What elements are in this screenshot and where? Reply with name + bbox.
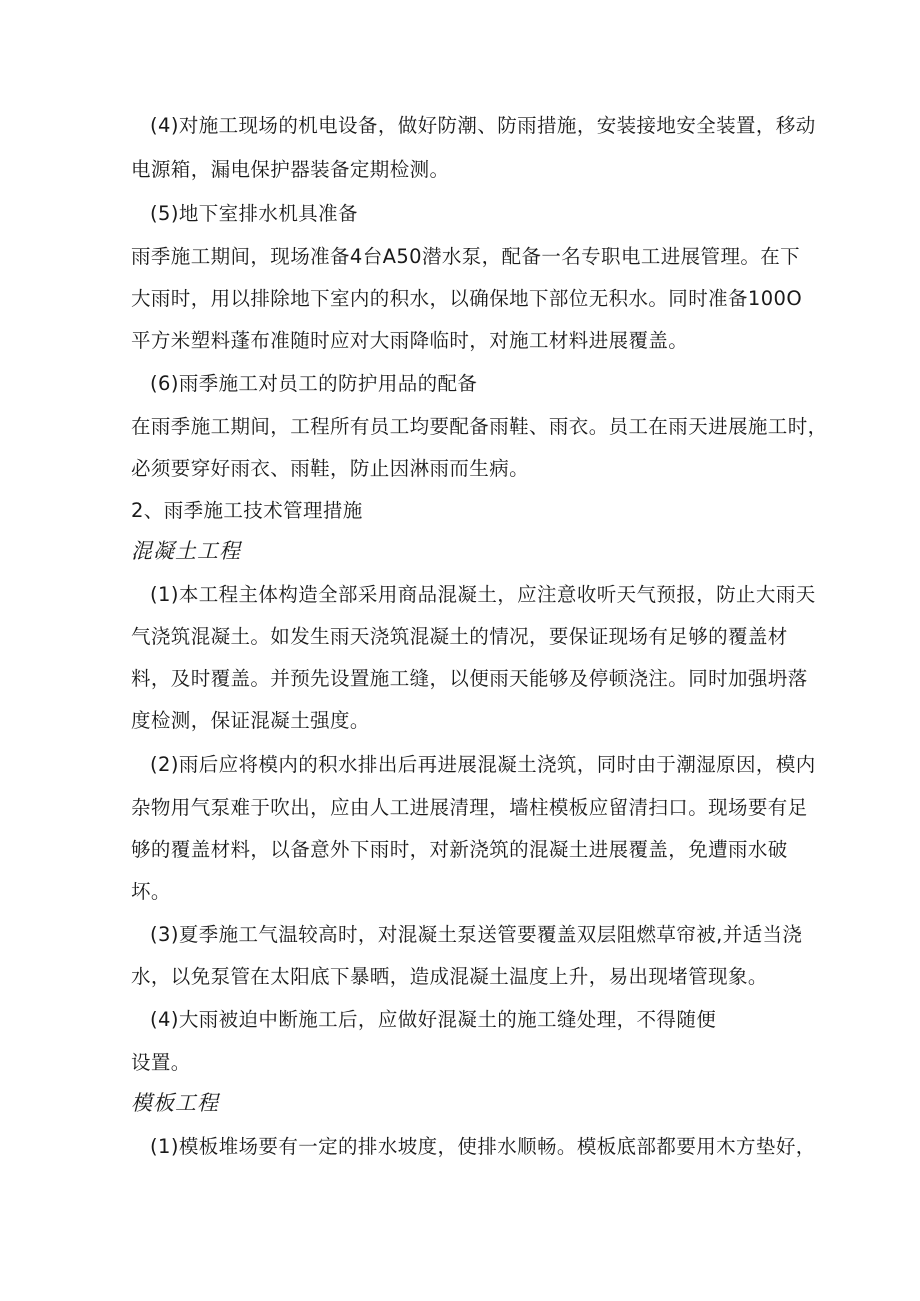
item-5-title: (5)地下室排水机具准备 — [150, 202, 358, 225]
formwork-heading: 模板工程 — [131, 1091, 219, 1115]
concrete-2-line-4: 坏。 — [131, 880, 171, 903]
concrete-3-line-2: 水，以免泵管在太阳底下暴晒，造成混凝土温度上升，易出现堵管现象。 — [131, 965, 768, 988]
concrete-1-line-2: 气浇筑混凝土。如发生雨天浇筑混凝土的情况，要保证现场有足够的覆盖材 — [131, 625, 788, 648]
formwork-1-line-1: (1)模板堆场要有一定的排水坡度，使排水顺畅。模板底部都要用木方垫好， — [150, 1135, 816, 1158]
item-5-line-2: 大雨时，用以排除地下室内的积水，以确保地下部位无积水。同时准备100O — [131, 287, 803, 310]
item-5-line-1: 雨季施工期间，现场准备4台A50潜水泵，配备一名专职电工进展管理。在下 — [131, 245, 801, 268]
item-6-title: (6)雨季施工对员工的防护用品的配备 — [150, 372, 478, 395]
concrete-1-line-3: 料，及时覆盖。并预先设置施工缝，以便雨天能够及停顿浇注。同时加强坍落 — [131, 667, 808, 690]
concrete-2-line-3: 够的覆盖材料，以备意外下雨时，对新浇筑的混凝土进展覆盖，免遭雨水破 — [131, 838, 788, 861]
concrete-2-line-2: 杂物用气泵难于吹出，应由人工进展清理，墙柱模板应留清扫口。现场要有足 — [131, 796, 808, 819]
concrete-heading: 混凝土工程 — [131, 539, 241, 563]
section-2-title: 2、雨季施工技术管理措施 — [131, 499, 363, 522]
concrete-1-line-1: (1)本工程主体构造全部采用商品混凝土，应注意收听天气预报，防止大雨天 — [150, 583, 816, 606]
concrete-4-line-2: 设置。 — [131, 1051, 191, 1074]
item-6-line-1: 在雨季施工期间，工程所有员工均要配备雨鞋、雨衣。员工在雨天进展施工时， — [131, 415, 828, 438]
concrete-3-line-1: (3)夏季施工气温较高时，对混凝土泵送管要覆盖双层阻燃草帘被,并适当浇 — [150, 923, 803, 946]
concrete-2-line-1: (2)雨后应将模内的积水排出后再进展混凝土浇筑，同时由于潮湿原因，模内 — [150, 753, 816, 776]
concrete-4-line-1: (4)大雨被迫中断施工后，应做好混凝土的施工缝处理，不得随便 — [150, 1008, 717, 1031]
item-6-line-2: 必须要穿好雨衣、雨鞋，防止因淋雨而生病。 — [131, 457, 530, 480]
paragraph-4-line-2: 电源箱，漏电保护器装备定期检测。 — [131, 158, 450, 181]
paragraph-4-line-1: (4)对施工现场的机电设备，做好防潮、防雨措施，安装接地安全装置，移动 — [150, 114, 816, 137]
concrete-1-line-4: 度检测，保证混凝土强度。 — [131, 709, 370, 732]
item-5-line-3: 平方米塑料蓬布准随时应对大雨降临时，对施工材料进展覆盖。 — [131, 329, 689, 352]
